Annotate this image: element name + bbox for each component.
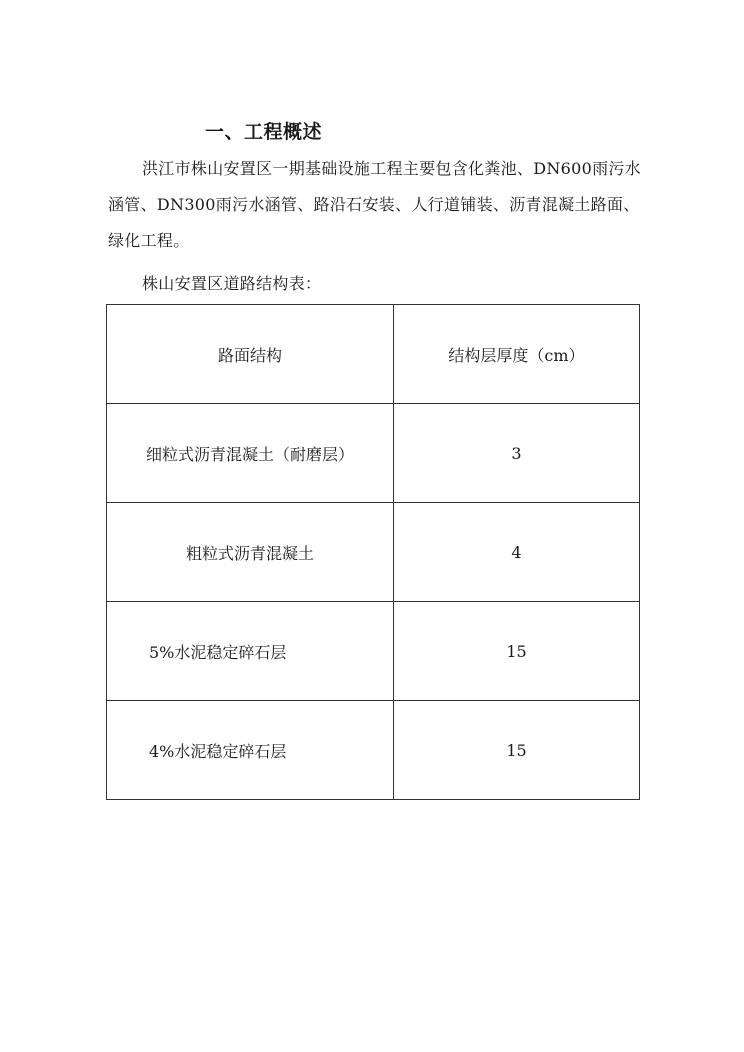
section-heading: 一、工程概述 bbox=[205, 121, 323, 143]
table-header-row bbox=[107, 305, 640, 404]
road-structure-table bbox=[106, 304, 640, 800]
table-row bbox=[107, 404, 640, 503]
table-row bbox=[107, 701, 640, 800]
table-row bbox=[107, 602, 640, 701]
header-thickness: 结构层厚度（cm） bbox=[394, 305, 640, 404]
table-row bbox=[107, 503, 640, 602]
row-thickness: 15 bbox=[394, 602, 640, 701]
row-structure: 粗粒式沥青混凝土 bbox=[107, 503, 394, 602]
row-structure: 4%水泥稳定碎石层 bbox=[107, 701, 394, 800]
table-caption: 株山安置区道路结构表： bbox=[142, 274, 322, 293]
row-thickness: 3 bbox=[394, 404, 640, 503]
row-structure: 细粒式沥青混凝土（耐磨层） bbox=[107, 404, 394, 503]
row-thickness: 4 bbox=[394, 503, 640, 602]
overview-paragraph: 洪江市株山安置区一期基础设施工程主要包含化粪池、DN600雨污水涵管、DN300雨污水涵管、路沿石安装、人行道铺装、沥青混凝土路面、绿化工程。 bbox=[108, 159, 641, 250]
row-thickness: 15 bbox=[394, 701, 640, 800]
row-structure: 5%水泥稳定碎石层 bbox=[107, 602, 394, 701]
header-structure: 路面结构 bbox=[107, 305, 394, 404]
